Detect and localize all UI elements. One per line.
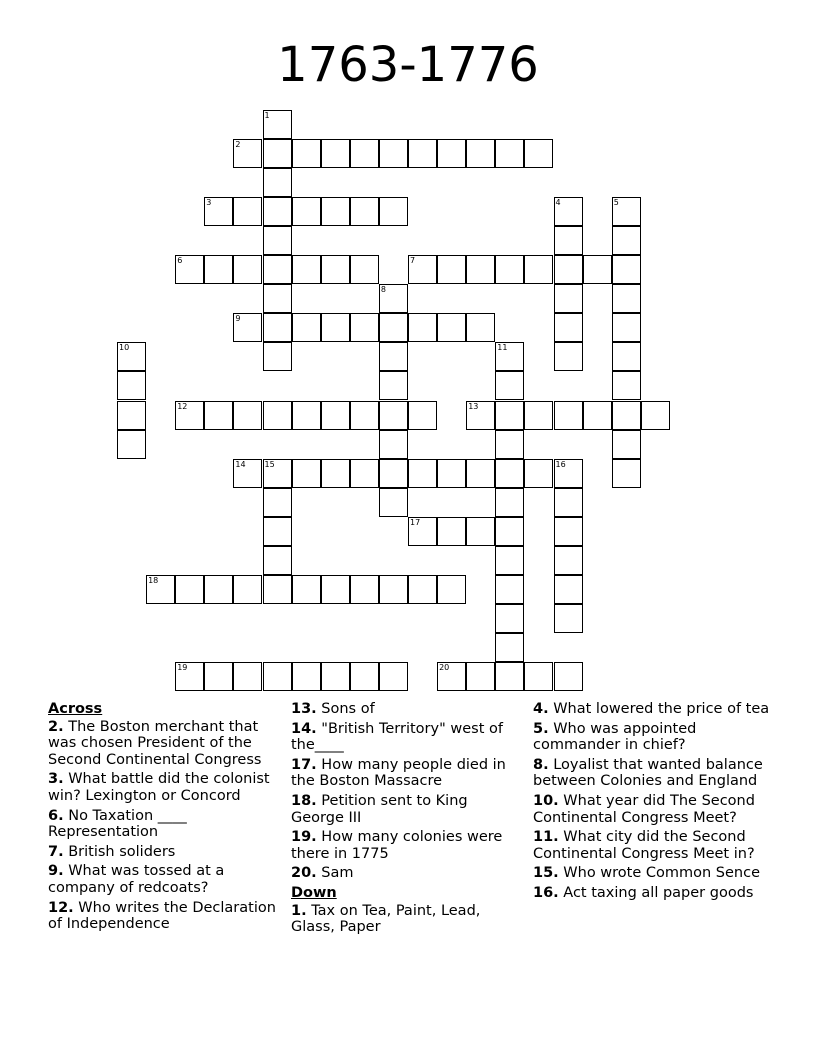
clue-number: 14. [291, 720, 317, 737]
grid-cell[interactable] [495, 488, 524, 517]
clue-number: 10. [533, 792, 559, 809]
grid-cell[interactable] [466, 313, 495, 342]
grid-cell[interactable] [321, 255, 350, 284]
clue-down-16 [533, 885, 773, 902]
clue-text: No Taxation ____ Representation [48, 807, 187, 841]
grid-cell[interactable] [466, 459, 495, 488]
clue-across-3 [48, 771, 280, 804]
grid-cell[interactable] [408, 313, 437, 342]
clue-number: 9. [48, 863, 64, 880]
grid-cell[interactable] [379, 197, 408, 226]
grid-cell[interactable] [495, 517, 524, 546]
grid-cell[interactable] [233, 401, 262, 430]
grid-cell[interactable] [379, 313, 408, 342]
cell-number: 14 [235, 459, 246, 469]
grid-cell[interactable] [408, 255, 437, 284]
grid-cell[interactable] [554, 313, 583, 342]
cell-number: 12 [177, 401, 188, 411]
grid-cell[interactable] [263, 139, 292, 168]
grid-cell[interactable] [554, 575, 583, 604]
grid-cell[interactable] [524, 255, 553, 284]
grid-cell[interactable] [612, 226, 641, 255]
grid-cell[interactable] [524, 459, 553, 488]
grid-cell[interactable] [554, 662, 583, 691]
grid-cell[interactable] [554, 401, 583, 430]
cell-number: 17 [410, 517, 421, 527]
cell-number: 2 [235, 139, 241, 149]
clue-down-10 [533, 793, 773, 826]
clue-number: 16. [533, 884, 559, 901]
grid-cell[interactable] [466, 517, 495, 546]
grid-cell[interactable] [263, 662, 292, 691]
grid-cell[interactable] [321, 197, 350, 226]
grid-cell[interactable] [292, 459, 321, 488]
clue-text: Who was appointed commander in chief? [533, 720, 697, 754]
grid-cell[interactable] [233, 313, 262, 342]
clue-text: Sam [321, 865, 354, 882]
grid-cell[interactable] [524, 139, 553, 168]
clue-across-19 [291, 829, 523, 862]
clue-number: 18. [291, 792, 317, 809]
clue-across-18 [291, 793, 523, 826]
clue-text: British soliders [68, 843, 176, 860]
grid-cell[interactable] [437, 517, 466, 546]
grid-cell[interactable] [233, 139, 262, 168]
clue-number: 12. [48, 899, 74, 916]
grid-cell[interactable] [292, 575, 321, 604]
clue-across-14 [291, 721, 523, 754]
clue-text: "British Territory" west of the____ [291, 720, 503, 754]
clue-text: Act taxing all paper goods [563, 884, 754, 901]
clue-number: 8. [533, 756, 549, 773]
clue-number: 4. [533, 701, 549, 717]
cell-number: 13 [468, 401, 479, 411]
grid-cell[interactable] [263, 517, 292, 546]
grid-cell[interactable] [117, 371, 146, 400]
grid-cell[interactable] [495, 604, 524, 633]
grid-cell[interactable] [554, 604, 583, 633]
grid-cell[interactable] [495, 633, 524, 662]
grid-cell[interactable] [408, 575, 437, 604]
cell-number: 18 [148, 576, 159, 586]
across-heading: Across [48, 701, 103, 717]
grid-cell[interactable] [466, 139, 495, 168]
grid-cell[interactable] [204, 662, 233, 691]
grid-cell[interactable] [466, 662, 495, 691]
grid-cell[interactable] [379, 342, 408, 371]
grid-cell[interactable] [554, 459, 583, 488]
clue-down-15 [533, 865, 773, 882]
grid-cell[interactable] [292, 197, 321, 226]
grid-cell[interactable] [321, 401, 350, 430]
clue-number: 15. [533, 865, 559, 882]
clue-text: What battle did the colonist win? Lexington or Concord [48, 771, 270, 804]
grid-cell[interactable] [233, 255, 262, 284]
grid-cell[interactable] [350, 255, 379, 284]
cell-number: 4 [555, 197, 561, 207]
grid-cell[interactable] [437, 139, 466, 168]
grid-cell[interactable] [204, 575, 233, 604]
grid-cell[interactable] [263, 168, 292, 197]
grid-cell[interactable] [379, 284, 408, 313]
clue-column-2 [291, 701, 523, 939]
cell-number: 20 [439, 663, 450, 673]
grid-cell[interactable] [350, 139, 379, 168]
clue-down-4 [533, 701, 773, 718]
clue-text: Petition sent to King George III [291, 792, 468, 826]
clue-number: 11. [533, 829, 559, 846]
cell-number: 5 [613, 197, 619, 207]
grid-cell[interactable] [292, 313, 321, 342]
clue-across-9 [48, 863, 280, 896]
clue-number: 7. [48, 843, 64, 860]
grid-cell[interactable] [350, 313, 379, 342]
grid-cell[interactable] [263, 110, 292, 139]
clue-down-1 [291, 903, 523, 936]
grid-cell[interactable] [117, 342, 146, 371]
grid-cell[interactable] [554, 517, 583, 546]
grid-cell[interactable] [554, 342, 583, 371]
clue-text: Tax on Tea, Paint, Lead, Glass, Paper [291, 902, 481, 936]
grid-cell[interactable] [263, 226, 292, 255]
clue-down-8 [533, 757, 773, 790]
grid-cell[interactable] [204, 255, 233, 284]
grid-cell[interactable] [554, 255, 583, 284]
grid-cell[interactable] [292, 662, 321, 691]
grid-cell[interactable] [350, 662, 379, 691]
grid-cell[interactable] [233, 662, 262, 691]
clue-across-13 [291, 701, 523, 718]
grid-cell[interactable] [263, 546, 292, 575]
puzzle-title: 1763-1776 [277, 37, 539, 93]
down-heading: Down [291, 884, 337, 901]
grid-cell[interactable] [263, 488, 292, 517]
grid-cell[interactable] [263, 342, 292, 371]
grid-cell[interactable] [263, 255, 292, 284]
clue-column-3 [533, 701, 773, 905]
grid-cell[interactable] [379, 139, 408, 168]
clue-text: Who writes the Declaration of Independence [48, 899, 276, 933]
grid-cell[interactable] [612, 197, 641, 226]
clue-column-1 [48, 701, 280, 936]
cell-number: 9 [235, 314, 241, 324]
clue-across-12 [48, 900, 280, 933]
clue-text: What city did the Second Continental Congress Meet in? [533, 829, 755, 862]
grid-cell[interactable] [321, 575, 350, 604]
grid-cell[interactable] [437, 459, 466, 488]
grid-cell[interactable] [379, 371, 408, 400]
grid-cell[interactable] [554, 284, 583, 313]
cell-number: 15 [264, 459, 275, 469]
grid-cell[interactable] [263, 197, 292, 226]
grid-cell[interactable] [292, 255, 321, 284]
clue-across-20 [291, 865, 523, 882]
cell-number: 6 [177, 256, 183, 265]
grid-cell[interactable] [612, 371, 641, 400]
grid-cell[interactable] [263, 459, 292, 488]
grid-cell[interactable] [379, 401, 408, 430]
clue-number: 19. [291, 829, 317, 846]
grid-cell[interactable] [379, 488, 408, 517]
grid-cell[interactable] [263, 313, 292, 342]
clue-across-6 [48, 808, 280, 841]
clue-across-2 [48, 719, 280, 769]
grid-cell[interactable] [495, 139, 524, 168]
grid-cell[interactable] [263, 401, 292, 430]
grid-cell[interactable] [263, 284, 292, 313]
grid-cell[interactable] [233, 575, 262, 604]
grid-cell[interactable] [175, 401, 204, 430]
cell-number: 11 [497, 343, 508, 353]
grid-cell[interactable] [524, 401, 553, 430]
grid-cell[interactable] [495, 575, 524, 604]
grid-cell[interactable] [437, 575, 466, 604]
grid-cell[interactable] [263, 575, 292, 604]
grid-cell[interactable] [146, 575, 175, 604]
grid-cell[interactable] [437, 255, 466, 284]
grid-cell[interactable] [583, 255, 612, 284]
grid-cell[interactable] [292, 401, 321, 430]
grid-cell[interactable] [612, 313, 641, 342]
clue-text: What year did The Second Continental Congress Meet? [533, 792, 755, 826]
clue-number: 1. [291, 902, 307, 919]
grid-cell[interactable] [379, 459, 408, 488]
grid-cell[interactable] [408, 139, 437, 168]
clue-text: The Boston merchant that was chosen President of the Second Continental Congress [48, 718, 262, 768]
clue-across-17 [291, 757, 523, 790]
grid-cell[interactable] [321, 459, 350, 488]
grid-cell[interactable] [583, 401, 612, 430]
clue-down-11 [533, 829, 773, 862]
clue-text: How many people died in the Boston Massacre [291, 756, 506, 790]
grid-cell[interactable] [117, 430, 146, 459]
grid-cell[interactable] [524, 662, 553, 691]
grid-cell[interactable] [612, 459, 641, 488]
grid-cell[interactable] [554, 197, 583, 226]
clue-number: 20. [291, 865, 317, 882]
grid-cell[interactable] [204, 197, 233, 226]
grid-cell[interactable] [350, 575, 379, 604]
grid-cell[interactable] [495, 371, 524, 400]
grid-cell[interactable] [175, 662, 204, 691]
cell-number: 3 [206, 197, 212, 207]
grid-cell[interactable] [175, 255, 204, 284]
grid-cell[interactable] [292, 139, 321, 168]
grid-cell[interactable] [495, 546, 524, 575]
grid-cell[interactable] [321, 313, 350, 342]
grid-cell[interactable] [612, 342, 641, 371]
grid-cell[interactable] [466, 401, 495, 430]
grid-cell[interactable] [495, 342, 524, 371]
grid-cell[interactable] [554, 488, 583, 517]
cell-number: 16 [555, 459, 566, 469]
cell-number: 7 [410, 256, 416, 265]
clue-number: 3. [48, 771, 64, 788]
grid-cell[interactable] [495, 459, 524, 488]
grid-cell[interactable] [379, 662, 408, 691]
cell-number: 19 [177, 663, 188, 673]
grid-cell[interactable] [466, 255, 495, 284]
grid-cell[interactable] [233, 197, 262, 226]
grid-cell[interactable] [204, 401, 233, 430]
cell-number: 1 [264, 110, 270, 120]
clue-number: 2. [48, 718, 64, 735]
grid-cell[interactable] [408, 401, 437, 430]
grid-cell[interactable] [495, 255, 524, 284]
grid-cell[interactable] [612, 401, 641, 430]
cell-number: 10 [119, 343, 130, 353]
grid-cell[interactable] [175, 575, 204, 604]
clue-across-7 [48, 844, 280, 861]
grid-cell[interactable] [641, 401, 670, 430]
clue-text: Loyalist that wanted balance between Colonies and England [533, 756, 763, 790]
clue-number: 13. [291, 701, 317, 717]
grid-cell[interactable] [321, 662, 350, 691]
grid-cell[interactable] [321, 139, 350, 168]
grid-cell[interactable] [233, 459, 262, 488]
grid-cell[interactable] [554, 226, 583, 255]
clue-number: 17. [291, 756, 317, 773]
grid-cell[interactable] [350, 401, 379, 430]
grid-cell[interactable] [408, 517, 437, 546]
grid-cell[interactable] [117, 401, 146, 430]
grid-cell[interactable] [408, 459, 437, 488]
grid-cell[interactable] [495, 662, 524, 691]
grid-cell[interactable] [350, 459, 379, 488]
clue-text: What was tossed at a company of redcoats? [48, 863, 225, 896]
grid-cell[interactable] [379, 575, 408, 604]
clue-number: 6. [48, 807, 64, 824]
clue-text: Sons of [321, 701, 375, 717]
clue-down-5 [533, 721, 773, 754]
clue-text: How many colonies were there in 1775 [291, 829, 503, 862]
grid-cell[interactable] [495, 430, 524, 459]
grid-cell[interactable] [612, 255, 641, 284]
grid-cell[interactable] [350, 197, 379, 226]
clue-text: Who wrote Common Sence [563, 865, 761, 882]
grid-cell[interactable] [379, 430, 408, 459]
grid-cell[interactable] [437, 662, 466, 691]
cell-number: 8 [380, 285, 386, 295]
clue-text: What lowered the price of tea [553, 701, 770, 717]
grid-cell[interactable] [612, 284, 641, 313]
grid-cell[interactable] [612, 430, 641, 459]
grid-cell[interactable] [437, 313, 466, 342]
grid-cell[interactable] [495, 401, 524, 430]
grid-cell[interactable] [554, 546, 583, 575]
clue-number: 5. [533, 720, 549, 737]
